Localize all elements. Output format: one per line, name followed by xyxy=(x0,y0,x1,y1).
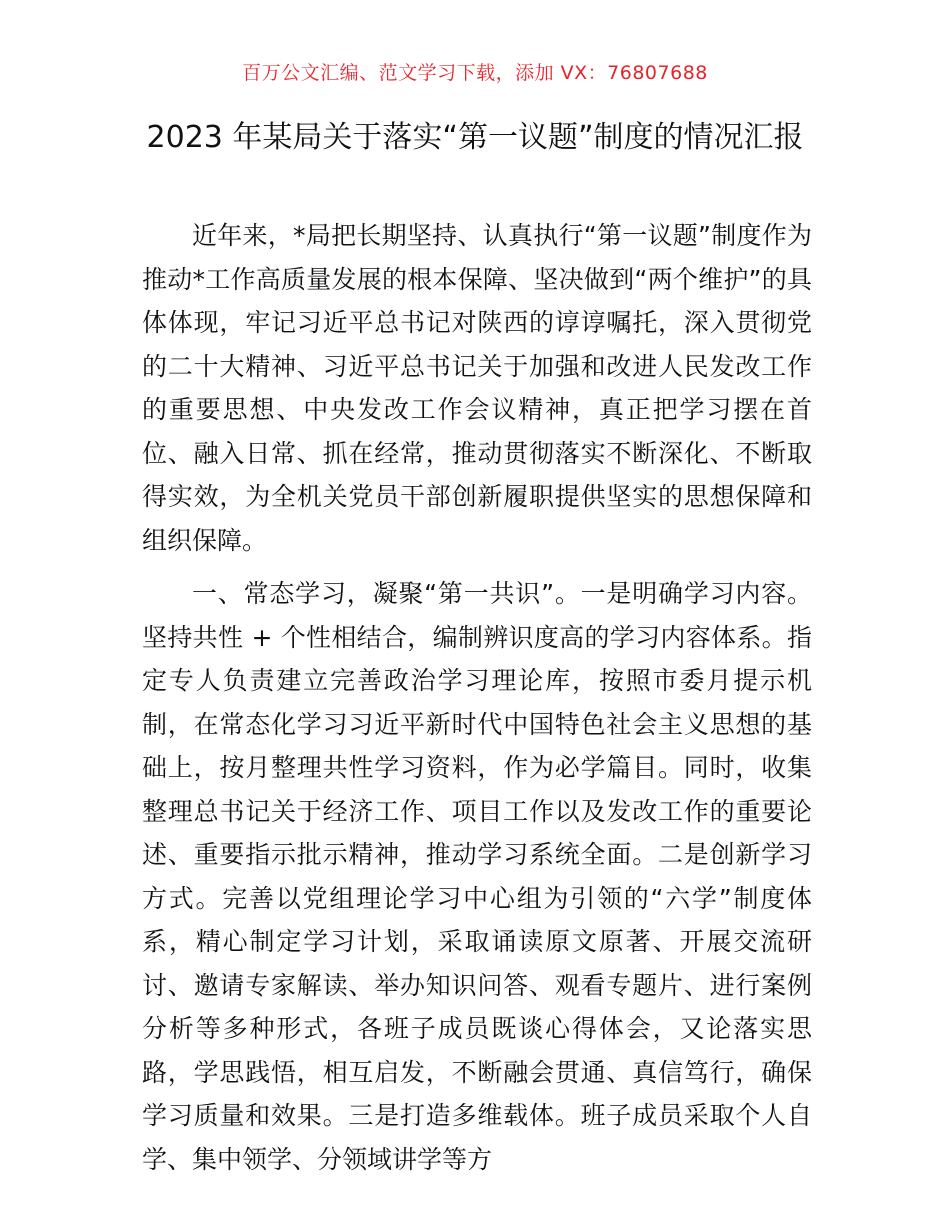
document-title: 2023 年某局关于落实“第一议题”制度的情况汇报 xyxy=(146,120,804,155)
paragraph-section-one: 一、常态学习，凝聚“第一共识”。一是明确学习内容。坚持共性 + 个性相结合，编制辨识度高的学习内容体系。指定专人负责建立完善政治学习理论库，按照市委月提示机制，在常态化学习习近平新时代中国特色社会主义思想的基础上，按月整理共性学习资料，作为必学篇目。同时，收集整理总书记关于经济工作、项目工作以及发改工作的重要论述、重要指示批示精神，推动学习系统全面。二是创新学习方式。完善以党组理论学习中心组为引领的“六学”制度体系，精心制定学习计划，采取诵读原文原著、开展交流研讨、邀请专家解读、举办知识问答、观看专题片、进行案例分析等多种形式，各班子成员既谈心得体会，又论落实思路，学思践悟，相互启发，不断融会贯通、真信笃行，确保学习质量和效果。三是打造多维载体。班子成员采取个人自学、集中领学、分领域讲学等方 xyxy=(142,579,812,1174)
paragraph-intro: 近年来，*局把长期坚持、认真执行“第一议题”制度作为推动*工作高质量发展的根本保障、坚决做到“两个维护”的具体体现，牢记习近平总书记对陕西的谆谆嘱托，深入贯彻党的二十大精神、习近平总书记关于加强和改进人民发改工作的重要思想、中央发改工作会议精神，真正把学习摆在首位、融入日常、抓在经常，推动贯彻落实不断深化、不断取得实效，为全机关党员干部创新履职提供坚实的思想保障和组织保障。 xyxy=(142,221,812,555)
header-promo-note: 百万公文汇编、范文学习下载，添加 VX：76807688 xyxy=(242,62,708,84)
document-body xyxy=(142,214,812,1181)
